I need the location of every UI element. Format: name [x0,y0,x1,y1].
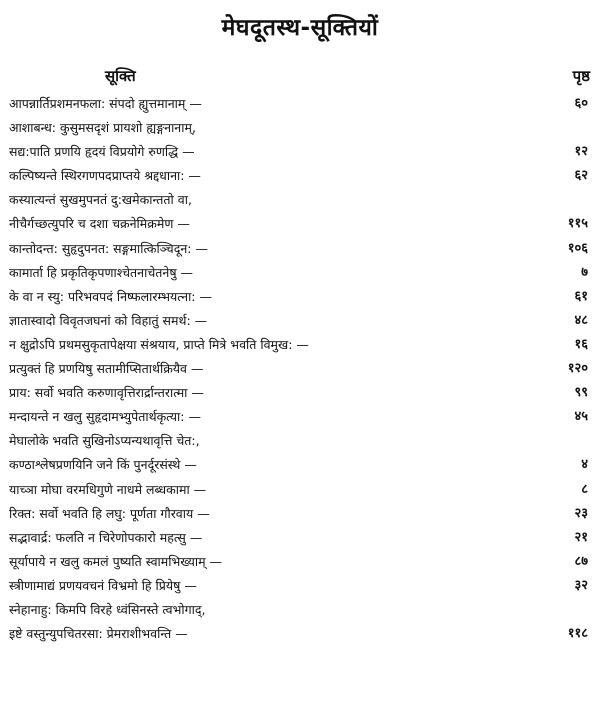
page-number: १६ [574,336,588,352]
list-item [0,92,600,116]
sukti-text: नीचैर्गच्छत्युपरि च दशा चक्रनेमिक्रमेण — [9,216,190,232]
sukti-text: के वा न स्यु: परिभवपदं निष्फलारम्भयत्ना: — [9,288,212,304]
page-number: २३ [574,505,588,521]
list-item [0,188,600,212]
sukti-text: ज्ञातास्वादो विवृतजघनां को विहातुं समर्थ: — [9,312,208,328]
page-number: १२ [574,144,588,160]
page-number: १०६ [567,240,588,256]
list-item [0,116,600,140]
page-number: ४५ [574,409,588,425]
list-item [0,502,600,526]
sukti-text: आपन्नार्तिप्रशमनफला: संपदो ह्युत्तमानाम् — [9,96,202,111]
list-item [0,526,600,550]
page-title: मेघदूतस्थ-सूक्तियों [221,15,379,41]
sukti-text: मेघालोके भवति सुखिनोऽप्यन्यथावृत्ति चेत:, [9,433,200,449]
page-number: ७ [581,264,588,280]
list-item [0,453,600,477]
sukti-text: स्नेहानाहु: किमपि विरहे ध्वंसिनस्ते त्वभोगाद्, [9,601,206,617]
sukti-text: स्त्रीणामाद्यं प्रणयवचनं विभ्रमो हि प्रियेषु — [9,577,197,593]
sukti-text: कण्ठाश्लेषप्रणयिनि जने किं पुनर्दूरसंस्थे — [9,457,197,473]
list-item [0,309,600,333]
sukti-text: सद्भावार्द्र: फलति न चिरेणोपकारो महत्सु — [9,529,203,545]
page-number: ६२ [574,168,588,184]
sukti-text: कस्यात्यन्तं सुखमुपनतं दु:खमेकान्ततो वा, [9,192,192,208]
list-item [0,478,600,502]
page-number: ४ [581,457,588,473]
page-number: १२० [567,361,588,377]
page-number: ८ [581,481,588,497]
sukti-text: प्रत्युक्तं हि प्रणयिषु सतामीप्सितार्थक्रियैव — [9,361,204,377]
sukti-text: कामार्ता हि प्रकृतिकृपणाश्चेतनाचेतनेषु — [9,264,194,280]
page-number: २१ [574,529,588,545]
page-number: ८७ [574,553,588,569]
sukti-text: न क्षुद्रोऽपि प्रथमसुकृतापेक्षया संश्रयाय, प्राप्ते मित्रे भवति विमुख: — [9,336,309,352]
column-header-row [0,66,600,88]
sukti-text: प्राय: सर्वो भवति करुणावृत्तिरार्द्रान्तरात्मा — [9,385,204,401]
list-item [0,140,600,164]
sukti-text: सूर्यापाये न खलु कमलं पुष्यति स्वामभिख्याम् — [9,553,223,569]
page-number: ३२ [574,577,588,593]
sukti-text: कल्पिष्यन्ते स्थिरगणपदप्राप्तये श्रद्दधाना: — [9,168,201,184]
list-item [0,164,600,188]
list-item [0,622,600,646]
page-number: ९९ [574,385,588,401]
sukti-text: कान्तोदन्त: सुहृदुपनत: सङ्गमात्किञ्चिदून: — [9,240,208,256]
list-item [0,550,600,574]
list-item [0,333,600,357]
column-header-sukti: सूक्ति [105,67,136,85]
list-item [0,285,600,309]
column-header-page: पृष्ठ [572,67,590,85]
list-item [0,381,600,405]
sukti-text: इष्टे वस्तुन्युपचितरसा: प्रेमराशीभवन्ति — [9,626,188,642]
page-number: ११८ [567,626,588,642]
sukti-text: मन्दायन्ते न खलु सुहृदामभ्युपेतार्थकृत्या: — [9,409,201,425]
list-item [0,212,600,236]
list-item [0,357,600,381]
page-number: ४८ [574,312,588,328]
list-item [0,237,600,261]
list-item [0,598,600,622]
list-item [0,405,600,429]
sukti-text: सद्य:पाति प्रणयि हृदयं विप्रयोगे रुणद्धि — [9,144,195,160]
sukti-text: याच्ञा मोघा वरमधिगुणे नाधमे लब्धकामा — [9,481,207,497]
page-number: ११५ [567,216,588,232]
list-item [0,574,600,598]
sukti-list [0,92,600,646]
page-number: ६० [574,96,588,111]
page-number: ६१ [574,288,588,304]
list-item [0,261,600,285]
sukti-text: रिक्त: सर्वो भवति हि लघु: पूर्णता गौरवाय — [9,505,210,521]
list-item [0,429,600,453]
sukti-text: आशाबन्ध: कुसुमसदृशं प्रायशो ह्यङ्गनानाम्, [9,120,196,136]
